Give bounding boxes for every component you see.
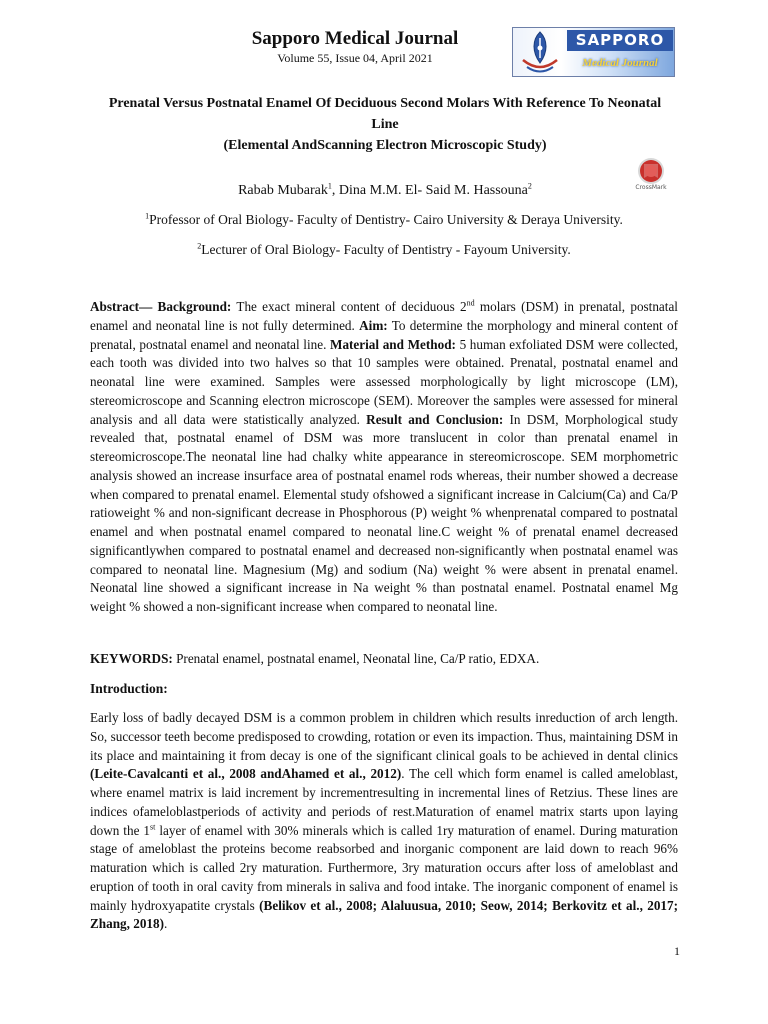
keywords-text: Prenatal enamel, postnatal enamel, Neonatal line, Ca/P ratio, EDXA.	[172, 651, 540, 666]
intro-text: layer of enamel with 30% minerals which is called 1ry maturation of enamel. During maturation stage of ameloblast the proteins become reabsorbed and inorganic component are laid down to reach 96% maturation which is called 2ry maturation. Furthermore, 3ry maturation occurs after loss of ameloblast and eruption of tooth in oral cavity from minerals in saliva and food intake. The inorganic component of enamel is mainly hydroxyapatite crystals	[90, 822, 678, 913]
logo-name: SAPPORO	[567, 30, 673, 51]
journal-title: Sapporo Medical Journal	[251, 28, 459, 49]
author-list	[160, 181, 610, 201]
affiliation-1	[90, 211, 678, 229]
abstract-text: molars (DSM) in prenatal, postnatal enamel and neonatal line is not fully determined.	[90, 299, 678, 333]
ordinal-suffix: nd	[466, 298, 475, 308]
keywords	[90, 650, 678, 668]
aim-text: To determine the morphology and mineral content of prenatal, postnatal enamel and neonatal line.	[90, 317, 678, 352]
pen-nib-icon	[517, 30, 563, 75]
author-affiliation-marker: 2	[527, 181, 532, 191]
abstract	[90, 298, 678, 617]
citation: (Belikov et al., 2008; Alaluusua, 2010; Seow, 2014; Berkovitz et al., 2017; Zhang, 2018)	[90, 897, 679, 932]
introduction-heading: Introduction:	[90, 681, 168, 696]
result-conclusion-label: Result and Conclusion:	[366, 411, 504, 427]
journal-logo	[512, 27, 675, 77]
affiliation-text: Lecturer of Oral Biology- Faculty of Dentistry - Fayoum University.	[201, 242, 571, 257]
author-name: Rabab Mubarak	[238, 183, 328, 198]
paper-title	[95, 93, 675, 156]
author-affiliation-marker: 1	[327, 181, 332, 191]
paper-title-sub: (Elemental AndScanning Electron Microscopic Study)	[223, 138, 547, 153]
affiliation-marker: 1	[145, 211, 150, 221]
intro-text: . The cell which form enamel is called ameloblast, where enamel matrix is laid increment by incrementresulting in incremental lines of Retzius. These lines are indices ofameloblastperiods of activity and periods of rest.Maturation of enamel matrix starts upon laying down the 1	[90, 766, 678, 838]
affiliation-marker: 2	[197, 241, 202, 251]
material-method-label: Material and Method:	[330, 336, 456, 352]
result-conclusion-text: In DSM, Morphological study revealed that, postnatal enamel of DSM was more translucent in color than prenatal enamel in stereomicroscope.The neonatal line had chalky white appearance in stereomicroscope. SEM morphometric analysis showed an increase insurface area of postnatal enamel rods whereas, their number showed a decrease when compared to prenatal enamel. Elemental study ofshowed a significant increase in Calcium(Ca) and Ca/P ratioweight % and non-significant decrease in Phosphorous (P) weight % whenprenatal compared to postnatal enamel and when postnatal enamel compared to neonatal line.C weight % of prenatal enamel decreased significantlywhen compared to postnatal enamel and decreased non-significantly when postnatal enamel was compared to neonatal line. Magnesium (Mg) and sodium (Na) weight % were absent in prenatal enamel. Neonatal line showed a significant increase in Na weight % than postnatal enamel. Postnatal enamel Mg weight % showed a non-significant increase when compared to neonatal line.	[90, 411, 678, 614]
affiliation-text: Professor of Oral Biology- Faculty of Dentistry- Cairo University & Deraya University.	[149, 212, 623, 227]
journal-issue: Volume 55, Issue 04, April 2021	[277, 51, 433, 65]
abstract-text: The exact mineral content of deciduous 2	[231, 299, 467, 314]
intro-text: .	[164, 916, 168, 932]
abstract-label: Abstract— Background:	[90, 299, 232, 314]
author-name: , Dina M.M. El- Said M. Hassouna	[331, 183, 528, 198]
citation: (Leite-Cavalcanti et al., 2008 andAhamed et al., 2012)	[90, 766, 402, 782]
page-number: 1	[674, 944, 680, 958]
keywords-label: KEYWORDS:	[90, 651, 173, 666]
logo-subtitle: Medical Journal	[582, 57, 658, 69]
crossmark-label: CrossMark	[635, 184, 667, 191]
ordinal-suffix: st	[150, 822, 156, 832]
aim-label: Aim:	[359, 317, 388, 333]
paper-title-main: Prenatal Versus Postnatal Enamel Of Deciduous Second Molars With Reference To Neonatal Line	[108, 96, 662, 132]
intro-text: Early loss of badly decayed DSM is a common problem in children which results inreduction of arch length. So, successor teeth become predisposed to crowding, rotation or even its impaction. Thus, maintaining DSM in its place and maintaining it from decay is one of the significant clinical goals to be achieved in dental clinics	[90, 710, 678, 763]
affiliation-2	[90, 241, 678, 259]
introduction-paragraph	[90, 709, 678, 934]
material-method-text: 5 human exfoliated DSM were collected, each tooth was divided into two halves so that 10 samples were obtained. Prenatal, postnatal enamel and neonatal line were examined. Samples were assessed morphologically by light microscope (LM), stereomicroscope and Scanning electron microscope (SEM). Moreover the samples were assessed for mineral analysis and all data were statistically analyzed.	[90, 336, 679, 427]
